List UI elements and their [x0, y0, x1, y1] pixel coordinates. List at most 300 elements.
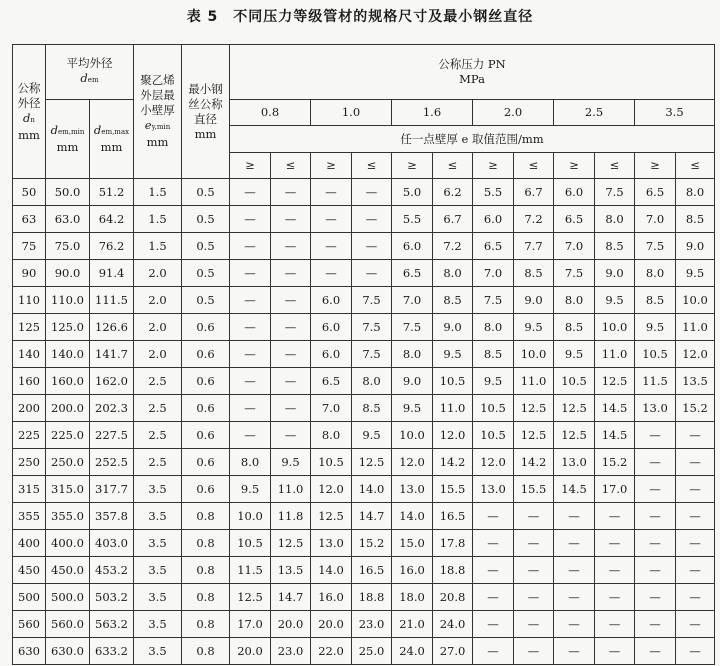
table-cell: 6.5: [392, 260, 433, 287]
table-cell: —: [473, 611, 514, 638]
table-cell: 450.0: [46, 557, 90, 584]
table-cell: 5.0: [392, 179, 433, 206]
table-cell: 12.5: [554, 422, 595, 449]
table-cell: 3.5: [134, 476, 182, 503]
table-cell: 11.0: [514, 368, 554, 395]
table-cell: —: [554, 584, 595, 611]
table-cell: 0.8: [182, 611, 230, 638]
header-ge: ≥: [311, 153, 352, 179]
header-pn-level: 2.5: [554, 100, 635, 126]
table-cell: —: [473, 584, 514, 611]
header-avg-od: 平均外径 dem: [46, 45, 134, 100]
table-cell: 10.0: [595, 314, 635, 341]
table-row: [13, 179, 715, 206]
table-cell: —: [271, 368, 311, 395]
table-cell: —: [271, 341, 311, 368]
table-cell: 63: [13, 206, 46, 233]
table-cell: 7.5: [352, 341, 392, 368]
table-cell: 1.5: [134, 233, 182, 260]
table-cell: 18.8: [433, 557, 473, 584]
table-cell: 7.5: [635, 233, 676, 260]
table-row: [13, 395, 715, 422]
table-cell: —: [514, 503, 554, 530]
table-cell: 27.0: [433, 638, 473, 665]
table-cell: 20.8: [433, 584, 473, 611]
table-cell: —: [271, 422, 311, 449]
table-cell: 125: [13, 314, 46, 341]
table-cell: —: [230, 233, 271, 260]
table-cell: —: [554, 557, 595, 584]
table-cell: 50.0: [46, 179, 90, 206]
table-cell: —: [595, 638, 635, 665]
table-cell: 2.5: [134, 368, 182, 395]
table-cell: 6.2: [433, 179, 473, 206]
table-cell: 250: [13, 449, 46, 476]
table-cell: 0.8: [182, 584, 230, 611]
table-cell: 2.0: [134, 341, 182, 368]
table-cell: 14.2: [514, 449, 554, 476]
table-cell: 90: [13, 260, 46, 287]
table-cell: —: [473, 530, 514, 557]
table-row: [13, 503, 715, 530]
table-cell: 12.0: [311, 476, 352, 503]
table-cell: 315.0: [46, 476, 90, 503]
table-cell: 91.4: [90, 260, 134, 287]
header-le: ≤: [433, 153, 473, 179]
table-cell: 0.6: [182, 368, 230, 395]
table-cell: 0.5: [182, 206, 230, 233]
table-cell: 9.5: [473, 368, 514, 395]
table-cell: 9.0: [514, 287, 554, 314]
table-cell: 11.0: [595, 341, 635, 368]
table-cell: 7.0: [311, 395, 352, 422]
table-cell: 9.0: [392, 368, 433, 395]
header-pn-level: 2.0: [473, 100, 554, 126]
table-cell: 9.5: [635, 314, 676, 341]
table-title: 表 5 不同压力等级管材的规格尺寸及最小钢丝直径: [186, 9, 534, 25]
table-row: [13, 341, 715, 368]
table-row: [13, 206, 715, 233]
table-cell: —: [311, 233, 352, 260]
table-cell: 0.5: [182, 179, 230, 206]
table-cell: 400.0: [46, 530, 90, 557]
table-row: [13, 422, 715, 449]
table-cell: —: [271, 206, 311, 233]
table-cell: 0.6: [182, 341, 230, 368]
table-cell: —: [352, 179, 392, 206]
table-cell: 355: [13, 503, 46, 530]
table-cell: 11.0: [676, 314, 715, 341]
table-cell: 13.5: [676, 368, 715, 395]
table-cell: 17.0: [595, 476, 635, 503]
header-ge: ≥: [635, 153, 676, 179]
table-cell: —: [230, 368, 271, 395]
table-cell: 10.5: [473, 422, 514, 449]
table-cell: —: [271, 395, 311, 422]
table-cell: 200: [13, 395, 46, 422]
table-cell: 15.0: [392, 530, 433, 557]
header-dem-max: dem,max mm: [90, 100, 134, 179]
table-cell: 0.6: [182, 476, 230, 503]
table-cell: —: [676, 611, 715, 638]
header-le: ≤: [271, 153, 311, 179]
table-cell: —: [271, 260, 311, 287]
table-cell: 8.0: [554, 287, 595, 314]
table-cell: 0.6: [182, 395, 230, 422]
table-cell: —: [635, 638, 676, 665]
table-cell: 9.5: [595, 287, 635, 314]
table-cell: 0.5: [182, 287, 230, 314]
table-cell: 6.0: [311, 341, 352, 368]
table-row: [13, 233, 715, 260]
table-cell: 12.0: [473, 449, 514, 476]
table-cell: 2.5: [134, 449, 182, 476]
table-cell: 16.0: [392, 557, 433, 584]
table-cell: 500: [13, 584, 46, 611]
table-cell: 0.6: [182, 449, 230, 476]
table-cell: 6.5: [554, 206, 595, 233]
header-le: ≤: [676, 153, 715, 179]
table-cell: 23.0: [271, 638, 311, 665]
table-cell: 13.0: [635, 395, 676, 422]
table-cell: 3.5: [134, 584, 182, 611]
table-cell: 90.0: [46, 260, 90, 287]
table-cell: 11.0: [271, 476, 311, 503]
table-cell: 9.5: [676, 260, 715, 287]
table-cell: —: [514, 638, 554, 665]
table-cell: 11.0: [433, 395, 473, 422]
table-cell: 8.5: [595, 233, 635, 260]
table-cell: 1.5: [134, 179, 182, 206]
table-cell: 10.0: [392, 422, 433, 449]
table-cell: 14.5: [554, 476, 595, 503]
table-cell: 8.5: [433, 287, 473, 314]
table-cell: 8.5: [352, 395, 392, 422]
table-cell: 317.7: [90, 476, 134, 503]
table-cell: —: [635, 530, 676, 557]
table-cell: 17.0: [230, 611, 271, 638]
table-cell: 10.0: [676, 287, 715, 314]
table-cell: 13.0: [473, 476, 514, 503]
table-row: [13, 314, 715, 341]
table-cell: 18.8: [352, 584, 392, 611]
header-pn-level: 1.6: [392, 100, 473, 126]
table-cell: —: [676, 638, 715, 665]
table-row: [13, 530, 715, 557]
table-cell: 63.0: [46, 206, 90, 233]
table-cell: —: [676, 530, 715, 557]
table-cell: 6.0: [554, 179, 595, 206]
table-row: [13, 287, 715, 314]
table-cell: 140: [13, 341, 46, 368]
table-cell: 9.5: [230, 476, 271, 503]
table-cell: —: [554, 611, 595, 638]
table-cell: 20.0: [230, 638, 271, 665]
table-cell: 3.5: [134, 557, 182, 584]
table-cell: 25.0: [352, 638, 392, 665]
table-cell: 0.8: [182, 530, 230, 557]
table-cell: 0.8: [182, 503, 230, 530]
table-cell: 12.5: [311, 503, 352, 530]
table-cell: 9.5: [554, 341, 595, 368]
table-row: [13, 557, 715, 584]
table-row: [13, 584, 715, 611]
table-cell: 141.7: [90, 341, 134, 368]
table-cell: —: [311, 206, 352, 233]
table-cell: 13.0: [392, 476, 433, 503]
table-cell: 7.5: [392, 314, 433, 341]
table-cell: 8.0: [230, 449, 271, 476]
table-cell: 6.5: [635, 179, 676, 206]
table-cell: 7.5: [352, 287, 392, 314]
table-cell: 0.8: [182, 638, 230, 665]
table-cell: 10.5: [635, 341, 676, 368]
table-cell: 9.5: [433, 341, 473, 368]
table-cell: 16.0: [311, 584, 352, 611]
table-cell: 202.3: [90, 395, 134, 422]
table-row: [13, 611, 715, 638]
table-cell: 12.0: [392, 449, 433, 476]
table-cell: 51.2: [90, 179, 134, 206]
table-cell: 400: [13, 530, 46, 557]
table-cell: 12.5: [352, 449, 392, 476]
table-cell: 6.7: [433, 206, 473, 233]
table-cell: —: [230, 287, 271, 314]
table-cell: 500.0: [46, 584, 90, 611]
header-dem-min: dem,min mm: [46, 100, 90, 179]
table-cell: 12.5: [514, 395, 554, 422]
table-cell: —: [635, 557, 676, 584]
header-pn-level: 0.8: [230, 100, 311, 126]
table-row: [13, 368, 715, 395]
table-cell: 7.5: [595, 179, 635, 206]
table-cell: 11.5: [230, 557, 271, 584]
table-cell: —: [635, 449, 676, 476]
table-cell: —: [230, 395, 271, 422]
table-cell: —: [271, 179, 311, 206]
table-cell: 22.0: [311, 638, 352, 665]
table-cell: 6.7: [514, 179, 554, 206]
table-cell: 8.0: [352, 368, 392, 395]
header-ge: ≥: [473, 153, 514, 179]
table-cell: —: [595, 503, 635, 530]
table-cell: 1.5: [134, 206, 182, 233]
table-cell: 8.0: [635, 260, 676, 287]
table-cell: 355.0: [46, 503, 90, 530]
table-cell: 10.0: [230, 503, 271, 530]
table-cell: 7.2: [433, 233, 473, 260]
table-cell: 14.0: [352, 476, 392, 503]
table-cell: —: [676, 476, 715, 503]
table-cell: —: [230, 179, 271, 206]
table-cell: 11.5: [635, 368, 676, 395]
table-row: [13, 476, 715, 503]
table-cell: 16.5: [352, 557, 392, 584]
table-cell: 630.0: [46, 638, 90, 665]
table-cell: 503.2: [90, 584, 134, 611]
table-cell: 12.0: [433, 422, 473, 449]
table-cell: 160.0: [46, 368, 90, 395]
table-cell: 13.0: [311, 530, 352, 557]
table-cell: 13.5: [271, 557, 311, 584]
table-cell: 75: [13, 233, 46, 260]
table-cell: —: [554, 503, 595, 530]
table-cell: —: [271, 314, 311, 341]
table-cell: 14.0: [311, 557, 352, 584]
table-cell: —: [271, 287, 311, 314]
table-cell: —: [595, 611, 635, 638]
table-cell: 162.0: [90, 368, 134, 395]
table-cell: 7.0: [473, 260, 514, 287]
table-cell: 200.0: [46, 395, 90, 422]
table-cell: 9.5: [271, 449, 311, 476]
table-cell: 7.2: [514, 206, 554, 233]
table-cell: 6.0: [311, 287, 352, 314]
table-cell: —: [352, 260, 392, 287]
table-cell: 315: [13, 476, 46, 503]
table-cell: 6.0: [473, 206, 514, 233]
table-cell: 0.6: [182, 314, 230, 341]
table-cell: 453.2: [90, 557, 134, 584]
table-cell: 10.5: [433, 368, 473, 395]
table-cell: —: [473, 557, 514, 584]
table-cell: 15.2: [676, 395, 715, 422]
table-cell: 8.0: [311, 422, 352, 449]
table-cell: 10.0: [514, 341, 554, 368]
table-cell: —: [352, 233, 392, 260]
table-cell: 450: [13, 557, 46, 584]
table-cell: —: [514, 557, 554, 584]
table-cell: 125.0: [46, 314, 90, 341]
table-cell: 3.5: [134, 638, 182, 665]
table-body: [13, 179, 715, 665]
table-cell: —: [554, 638, 595, 665]
table-cell: 12.5: [230, 584, 271, 611]
table-cell: 3.5: [134, 530, 182, 557]
header-le: ≤: [352, 153, 392, 179]
table-cell: 3.5: [134, 503, 182, 530]
table-cell: 110.0: [46, 287, 90, 314]
table-cell: 12.5: [554, 395, 595, 422]
table-cell: 12.5: [595, 368, 635, 395]
table-cell: —: [311, 260, 352, 287]
table-cell: 9.5: [392, 395, 433, 422]
table-cell: 630: [13, 638, 46, 665]
table-cell: 560.0: [46, 611, 90, 638]
header-pe-min-thickness: 聚乙烯 外层最 小壁厚 ey,min mm: [134, 45, 182, 179]
table-cell: 0.5: [182, 233, 230, 260]
table-cell: —: [635, 584, 676, 611]
header-nominal-od: 公称 外径 dn mm: [13, 45, 46, 179]
table-cell: 126.6: [90, 314, 134, 341]
table-cell: 560: [13, 611, 46, 638]
table-cell: —: [635, 503, 676, 530]
table-cell: —: [635, 422, 676, 449]
table-cell: 563.2: [90, 611, 134, 638]
table-cell: —: [676, 584, 715, 611]
table-cell: 15.5: [433, 476, 473, 503]
table-cell: 21.0: [392, 611, 433, 638]
header-pressure-pn: 公称压力 PN MPa: [230, 45, 715, 100]
table-cell: —: [635, 611, 676, 638]
table-cell: 3.5: [134, 611, 182, 638]
header-wall-range: 任一点壁厚 e 取值范围/mm: [230, 126, 715, 153]
table-cell: 15.5: [514, 476, 554, 503]
header-pn-level: 3.5: [635, 100, 715, 126]
table-header: [13, 45, 715, 179]
table-cell: 5.5: [392, 206, 433, 233]
header-ge: ≥: [392, 153, 433, 179]
table-cell: 14.5: [595, 395, 635, 422]
table-row: [13, 449, 715, 476]
table-cell: —: [514, 584, 554, 611]
table-cell: —: [676, 503, 715, 530]
table-cell: —: [595, 557, 635, 584]
table-cell: 10.5: [311, 449, 352, 476]
spec-table: [12, 44, 715, 665]
table-cell: 227.5: [90, 422, 134, 449]
table-cell: 15.2: [595, 449, 635, 476]
table-cell: 11.8: [271, 503, 311, 530]
table-cell: 12.5: [514, 422, 554, 449]
table-cell: 8.5: [514, 260, 554, 287]
table-cell: 12.0: [676, 341, 715, 368]
table-cell: 17.8: [433, 530, 473, 557]
table-cell: 0.6: [182, 422, 230, 449]
table-cell: 9.0: [595, 260, 635, 287]
table-cell: 24.0: [433, 611, 473, 638]
table-cell: 9.5: [514, 314, 554, 341]
table-cell: 403.0: [90, 530, 134, 557]
table-cell: 160: [13, 368, 46, 395]
table-cell: —: [230, 206, 271, 233]
table-cell: 8.0: [473, 314, 514, 341]
table-cell: —: [271, 233, 311, 260]
header-le: ≤: [595, 153, 635, 179]
table-cell: 8.5: [676, 206, 715, 233]
table-cell: 8.0: [676, 179, 715, 206]
table-cell: 50: [13, 179, 46, 206]
table-cell: 10.5: [473, 395, 514, 422]
table-cell: 250.0: [46, 449, 90, 476]
table-cell: 8.0: [595, 206, 635, 233]
table-cell: 75.0: [46, 233, 90, 260]
table-cell: 357.8: [90, 503, 134, 530]
table-cell: —: [676, 449, 715, 476]
table-cell: —: [230, 314, 271, 341]
table-cell: —: [676, 557, 715, 584]
table-cell: 6.5: [311, 368, 352, 395]
table-cell: —: [676, 422, 715, 449]
table-cell: 24.0: [392, 638, 433, 665]
table-cell: —: [473, 503, 514, 530]
header-ge: ≥: [554, 153, 595, 179]
table-cell: 14.0: [392, 503, 433, 530]
table-cell: 8.0: [392, 341, 433, 368]
table-cell: 64.2: [90, 206, 134, 233]
table-cell: —: [230, 341, 271, 368]
table-cell: 7.0: [635, 206, 676, 233]
table-cell: 76.2: [90, 233, 134, 260]
header-le: ≤: [514, 153, 554, 179]
table-cell: 2.0: [134, 314, 182, 341]
table-cell: 111.5: [90, 287, 134, 314]
table-cell: 8.5: [635, 287, 676, 314]
table-cell: —: [230, 260, 271, 287]
table-cell: 14.7: [271, 584, 311, 611]
table-cell: 6.0: [311, 314, 352, 341]
table-cell: —: [230, 422, 271, 449]
